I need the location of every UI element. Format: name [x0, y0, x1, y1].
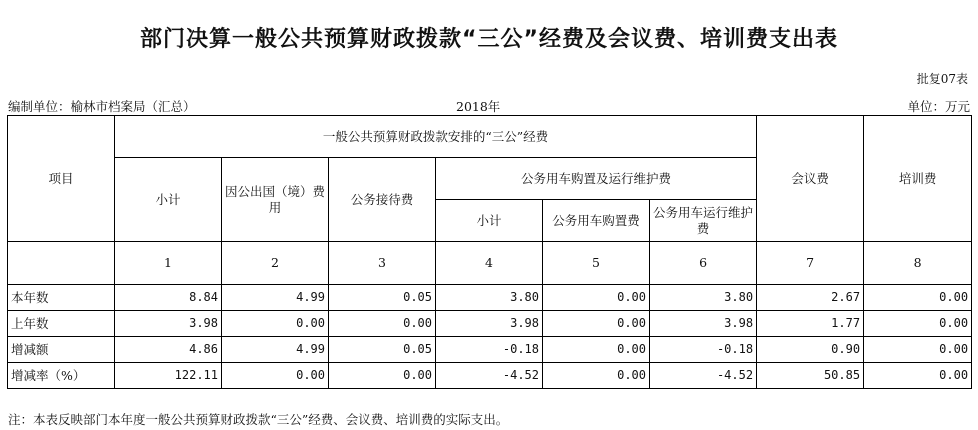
header-vehicle-operation: 公务用车运行维护费 [650, 200, 757, 242]
table-row [8, 363, 972, 389]
table-cell: -4.52 [650, 363, 757, 389]
report-year: 2018年 [456, 99, 501, 114]
header-vehicle-group: 公务用车购置及运行维护费 [436, 158, 757, 200]
page-title: 部门决算一般公共预算财政拨款“三公”经费及会议费、培训费支出表 [140, 27, 838, 52]
header-item: 项目 [8, 116, 115, 242]
expenditure-table [7, 115, 972, 389]
column-number-blank [8, 242, 115, 285]
table-cell: 0.00 [543, 363, 650, 389]
table-cell: 4.86 [115, 337, 222, 363]
table-cell: -4.52 [436, 363, 543, 389]
table-cell: 0.00 [543, 285, 650, 311]
column-number: 5 [543, 242, 650, 285]
table-cell: 0.00 [222, 311, 329, 337]
table-cell: -0.18 [436, 337, 543, 363]
table-cell: 0.00 [864, 337, 972, 363]
row-label: 本年数 [8, 285, 115, 311]
table-cell: 3.80 [436, 285, 543, 311]
table-cell: 4.99 [222, 337, 329, 363]
row-label: 增减率（%） [8, 363, 115, 389]
table-cell: 0.00 [864, 285, 972, 311]
table-note: 注：本表反映部门本年度一般公共预算财政拨款“三公”经费、会议费、培训费的实际支出。 [8, 412, 509, 427]
table-row [8, 285, 972, 311]
table-cell: -0.18 [650, 337, 757, 363]
column-number-row [8, 242, 972, 285]
table-row [8, 311, 972, 337]
column-number: 2 [222, 242, 329, 285]
table-cell: 0.00 [222, 363, 329, 389]
table-cell: 8.84 [115, 285, 222, 311]
table-cell: 50.85 [757, 363, 864, 389]
form-number: 批复07表 [916, 72, 968, 86]
header-three-public-group: 一般公共预算财政拨款安排的“三公”经费 [115, 116, 757, 158]
column-number: 8 [864, 242, 972, 285]
column-number: 7 [757, 242, 864, 285]
header-overseas: 因公出国（境）费用 [222, 158, 329, 242]
header-row-1 [8, 116, 972, 158]
column-number: 1 [115, 242, 222, 285]
table-row [8, 337, 972, 363]
table-cell: 3.98 [650, 311, 757, 337]
table-cell: 4.99 [222, 285, 329, 311]
table-cell: 0.00 [864, 363, 972, 389]
row-label: 增减额 [8, 337, 115, 363]
header-vehicle-subtotal: 小计 [436, 200, 543, 242]
table-cell: 1.77 [757, 311, 864, 337]
table-cell: 0.00 [329, 311, 436, 337]
column-number: 4 [436, 242, 543, 285]
table-cell: 0.00 [543, 337, 650, 363]
reporting-unit: 编制单位：榆林市档案局（汇总） [8, 99, 196, 114]
currency-unit: 单位：万元 [907, 99, 970, 114]
header-reception: 公务接待费 [329, 158, 436, 242]
table-cell: 0.00 [864, 311, 972, 337]
table-cell: 122.11 [115, 363, 222, 389]
table-cell: 3.98 [436, 311, 543, 337]
column-number: 3 [329, 242, 436, 285]
table-cell: 0.05 [329, 285, 436, 311]
row-label: 上年数 [8, 311, 115, 337]
table-cell: 3.98 [115, 311, 222, 337]
table-cell: 0.90 [757, 337, 864, 363]
header-training: 培训费 [864, 116, 972, 242]
table-cell: 0.00 [543, 311, 650, 337]
header-meeting: 会议费 [757, 116, 864, 242]
table-cell: 3.80 [650, 285, 757, 311]
table-cell: 2.67 [757, 285, 864, 311]
header-subtotal: 小计 [115, 158, 222, 242]
table-cell: 0.00 [329, 363, 436, 389]
header-vehicle-purchase: 公务用车购置费 [543, 200, 650, 242]
table-cell: 0.05 [329, 337, 436, 363]
column-number: 6 [650, 242, 757, 285]
